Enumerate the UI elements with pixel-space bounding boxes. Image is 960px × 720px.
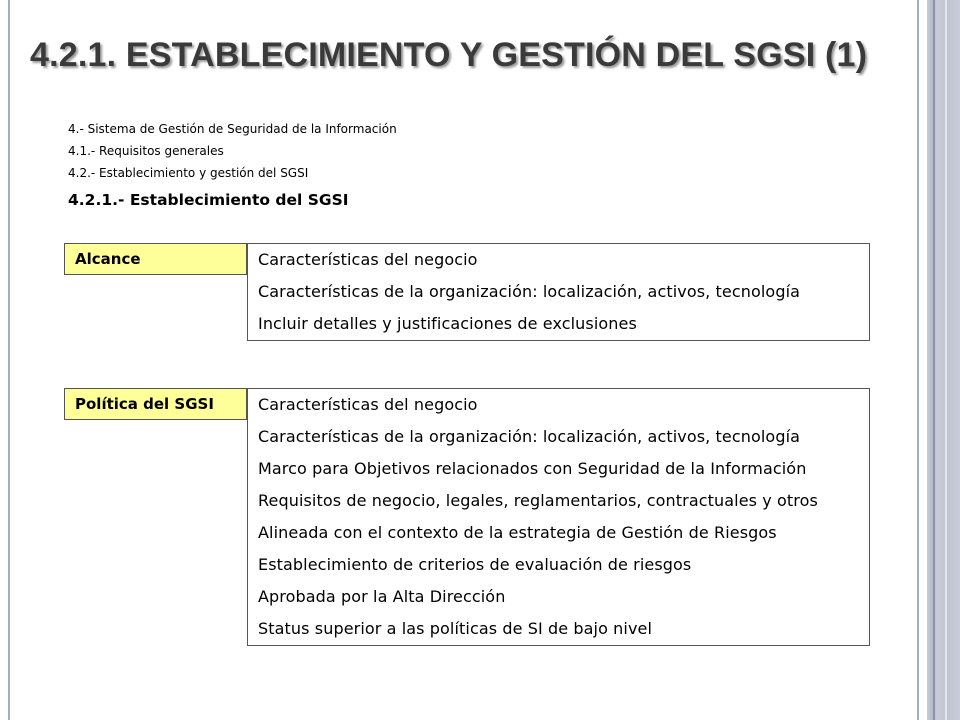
section-item: Aprobada por la Alta Dirección [258,587,506,606]
slide-frame-right-band [927,0,960,720]
section-item: Requisitos de negocio, legales, reglamentarios, contractuales y otros [258,491,818,510]
slide-title: 4.2.1. ESTABLECIMIENTO Y GESTIÓN DEL SGSI (1) [30,36,868,74]
section-items-box [247,388,870,646]
section-label: Política del SGSI [64,388,247,420]
slide-frame-right-line [917,0,919,720]
section-item: Establecimiento de criterios de evaluación de riesgos [258,555,692,574]
outline-item: 4.1.- Requisitos generales [68,144,224,158]
section-item: Alineada con el contexto de la estrategia de Gestión de Riesgos [258,523,777,542]
section-item: Incluir detalles y justificaciones de exclusiones [258,314,637,333]
outline-item: 4.2.- Establecimiento y gestión del SGSI [68,166,309,180]
outline-list [68,118,397,184]
slide-frame-left [8,0,10,720]
outline-heading: 4.2.1.- Establecimiento del SGSI [68,191,349,209]
section-item: Características del negocio [258,250,478,269]
section-item: Marco para Objetivos relacionados con Seguridad de la Información [258,459,807,478]
outline-item: 4.- Sistema de Gestión de Seguridad de la Información [68,122,397,136]
section-item: Status superior a las políticas de SI de bajo nivel [258,619,653,638]
section-label: Alcance [64,243,247,275]
section-item: Características del negocio [258,395,478,414]
section-items-box [247,243,870,341]
section-item: Características de la organización: localización, activos, tecnología [258,427,801,446]
section-item: Características de la organización: localización, activos, tecnología [258,282,801,301]
